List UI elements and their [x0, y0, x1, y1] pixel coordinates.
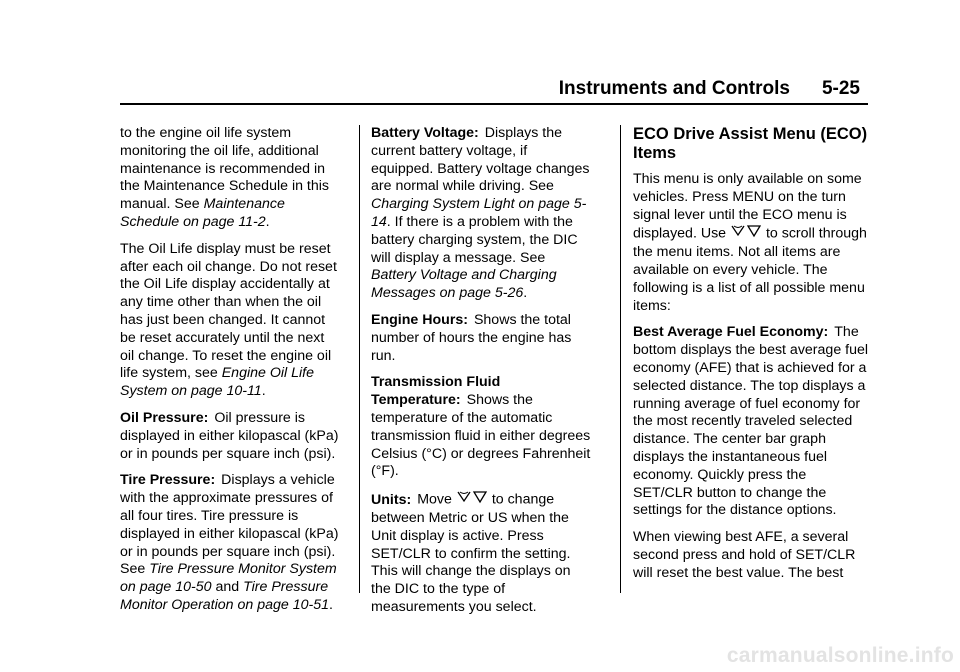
thumbwheel-down-icon [473, 490, 487, 510]
thumbwheel-down-icon [747, 224, 761, 244]
page-header [120, 78, 860, 100]
paragraph-reset-best-afe: When viewing best AFE, a several second press and hold of SET/CLR will reset the best value. The best [633, 529, 856, 581]
paragraph-units: Units: Move to change between Metric or US when the Unit display is active. Press SET/CLR to confirm the setting. This will change the displays on the DIC to the type of measurements you select. [371, 491, 571, 615]
column-right [633, 125, 869, 592]
term-best-average-fuel-economy: Best Average Fuel Economy: [633, 324, 829, 341]
term-transmission-fluid: Transmission Fluid Temperature: [371, 374, 501, 409]
term-engine-hours: Engine Hours: [371, 311, 468, 328]
thumbwheel-up-icon [731, 224, 745, 244]
paragraph-tire-pressure: Tire Pressure: Displays a vehicle with the approximate pressures of all four tires. Tire pressure is displayed in either kilopascal (kPa) or in pounds per square inch (psi). See Tire Pressure Monitor System on page 10-50 and Tire Pressure Monitor Operation on page 10-51. [120, 472, 339, 613]
section-title: Instruments and Controls [558, 78, 790, 99]
link-engine-oil-life-system[interactable]: Engine Oil Life System on page 10-11 [120, 365, 314, 400]
term-units: Units: [371, 491, 412, 508]
watermark: carmanualsonline.info [726, 644, 954, 667]
link-charging-system-light[interactable]: Charging System Light on page 5-14 [371, 196, 587, 230]
term-oil-pressure: Oil Pressure: [120, 409, 209, 426]
link-tire-pressure-monitor-system[interactable]: Tire Pressure Monitor System on page 10-50 [120, 561, 337, 596]
paragraph-battery-voltage: Battery Voltage: Displays the current battery voltage, if equipped. Battery voltage changes are normal while driving. See Charging System Light on page 5-14. If there is a problem with the battery charging system, the DIC will display a message. See Battery Voltage and Charging Messages on page 5-26. [371, 125, 590, 302]
term-battery-voltage: Battery Voltage: [371, 125, 479, 141]
thumbwheel-up-icon [457, 490, 471, 510]
link-battery-voltage-messages[interactable]: Battery Voltage and Charging Messages on page 5-26 [371, 267, 557, 302]
column-middle [371, 125, 591, 626]
link-maintenance-schedule[interactable]: Maintenance Schedule on page 11-2 [120, 196, 285, 230]
term-tire-pressure: Tire Pressure: [120, 472, 216, 489]
paragraph-oil-life-reset: The Oil Life display must be reset after each oil change. Do not reset the Oil Life display accidentally at any time other than when the oil has just been changed. It cannot be reset accurately until the next oil change. To reset the engine oil life system, see Engine Oil Life System on page 10-11. [120, 240, 337, 400]
page-number: 5-25 [821, 78, 860, 99]
paragraph-engine-hours: Engine Hours: Shows the total number of hours the engine has run. [371, 311, 572, 364]
paragraph-eco-intro: This menu is only available on some vehicles. Press MENU on the turn signal lever until the ECO menu is displayed. Use to scroll through the menu items. Not all items are available on every vehicle. The following is a list of all possible menu items: [633, 171, 867, 314]
column-divider-left [359, 125, 360, 593]
paragraph-oil-pressure: Oil Pressure: Oil pressure is displayed in either kilopascal (kPa) or in pounds per square inch (psi). [120, 409, 339, 462]
paragraph-best-afe: Best Average Fuel Economy: The bottom displays the best average fuel economy (AFE) that is achieved for a selected distance. The top displays a running average of fuel economy for the most recently traveled selected distance. The center bar graph displays the instantaneous fuel economy. Quickly press the SET/CLR button to change the settings for the distance options. [633, 324, 869, 519]
link-tire-pressure-monitor-operation[interactable]: Tire Pressure Monitor Operation on page 10-51 [120, 579, 330, 613]
paragraph-transmission-fluid: Transmission Fluid Temperature: Shows the temperature of the automatic transmission fluid in either degrees Celsius (°C) or degrees Fahrenheit (°F). [371, 374, 591, 480]
paragraph-oil-life-continued: to the engine oil life system monitoring the oil life, additional maintenance is recommended in the Maintenance Schedule in this manual. See Maintenance Schedule on page 11-2. [120, 125, 330, 230]
column-divider-right [620, 125, 621, 593]
header-rule [120, 103, 868, 105]
column-left [120, 125, 340, 624]
section-heading-eco: ECO Drive Assist Menu (ECO) Items [633, 125, 868, 162]
